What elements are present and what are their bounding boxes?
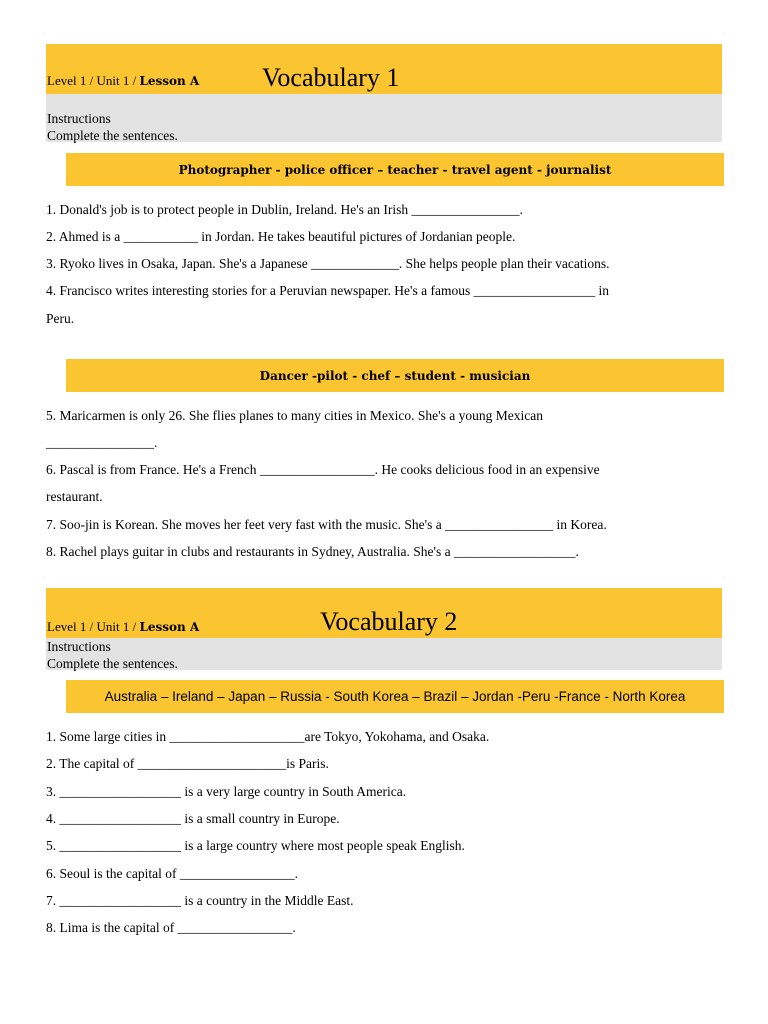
vocab2-breadcrumb-prefix: Level 1 / Unit 1 / [47, 619, 140, 634]
vocab1-instructions [46, 94, 722, 142]
vocab2-instructions-label: Instructions [47, 639, 111, 654]
vocab1-instructions-text: Complete the sentences. [47, 128, 178, 143]
vocab1-item: 8. Rachel plays guitar in clubs and restaurants in Sydney, Australia. She's a __________________. [46, 544, 579, 559]
vocab1-header-bar [46, 44, 722, 94]
vocab1-item: Peru. [46, 311, 75, 326]
vocab1-item: 2. Ahmed is a ___________ in Jordan. He takes beautiful pictures of Jordanian people. [46, 229, 516, 244]
vocab2-breadcrumb [47, 619, 199, 635]
vocab2-wordbox: Australia – Ireland – Japan – Russia - South Korea – Brazil – Jordan -Peru -France - North Korea [66, 680, 724, 713]
vocab1-item: 3. Ryoko lives in Osaka, Japan. She's a Japanese _____________. She helps people plan their vacations. [46, 256, 610, 271]
vocab2-item: 3. __________________ is a very large country in South America. [46, 784, 407, 799]
vocab2-item: 1. Some large cities in ____________________are Tokyo, Yokohama, and Osaka. [46, 729, 490, 744]
vocab2-item: 5. __________________ is a large country where most people speak English. [46, 838, 465, 853]
vocab2-breadcrumb-lesson: Lesson A [139, 620, 200, 634]
vocab2-item: 4. __________________ is a small country in Europe. [46, 811, 340, 826]
vocab2-item: 6. Seoul is the capital of _________________. [46, 866, 298, 881]
vocab1-item: 7. Soo-jin is Korean. She moves her feet very fast with the music. She's a ________________ in Korea. [46, 517, 607, 532]
vocab1-item: 4. Francisco writes interesting stories for a Peruvian newspaper. He's a famous __________________ in [46, 283, 609, 298]
vocab2-instructions [46, 638, 722, 670]
vocab1-item: 1. Donald's job is to protect people in Dublin, Ireland. He's an Irish ________________. [46, 202, 523, 217]
vocab1-item: restaurant. [46, 489, 103, 504]
vocab1-breadcrumb-prefix: Level 1 / Unit 1 / [47, 73, 140, 88]
vocab1-title: Vocabulary 1 [262, 63, 400, 92]
vocab2-instructions-text: Complete the sentences. [47, 656, 178, 671]
vocab1-wordbox-b: Dancer -pilot - chef – student - musician [66, 359, 724, 392]
vocab2-item: 7. __________________ is a country in the Middle East. [46, 893, 354, 908]
vocab2-header-bar [46, 588, 722, 638]
vocab1-instructions-label: Instructions [47, 111, 111, 126]
vocab1-item: 5. Maricarmen is only 26. She flies planes to many cities in Mexico. She's a young Mexican [46, 408, 543, 423]
vocab1-breadcrumb [47, 73, 199, 89]
vocab2-header [46, 588, 722, 670]
vocab2-title: Vocabulary 2 [320, 607, 458, 636]
vocab1-header [46, 44, 722, 142]
vocab1-breadcrumb-lesson: Lesson A [139, 74, 200, 88]
vocab2-item: 2. The capital of ______________________is Paris. [46, 756, 329, 771]
vocab1-wordbox-a: Photographer - police officer – teacher - travel agent - journalist [66, 153, 724, 186]
vocab1-item: ________________. [46, 435, 158, 450]
vocab1-item: 6. Pascal is from France. He's a French _________________. He cooks delicious food in an expensive [46, 462, 600, 477]
vocab2-item: 8. Lima is the capital of _________________. [46, 920, 296, 935]
